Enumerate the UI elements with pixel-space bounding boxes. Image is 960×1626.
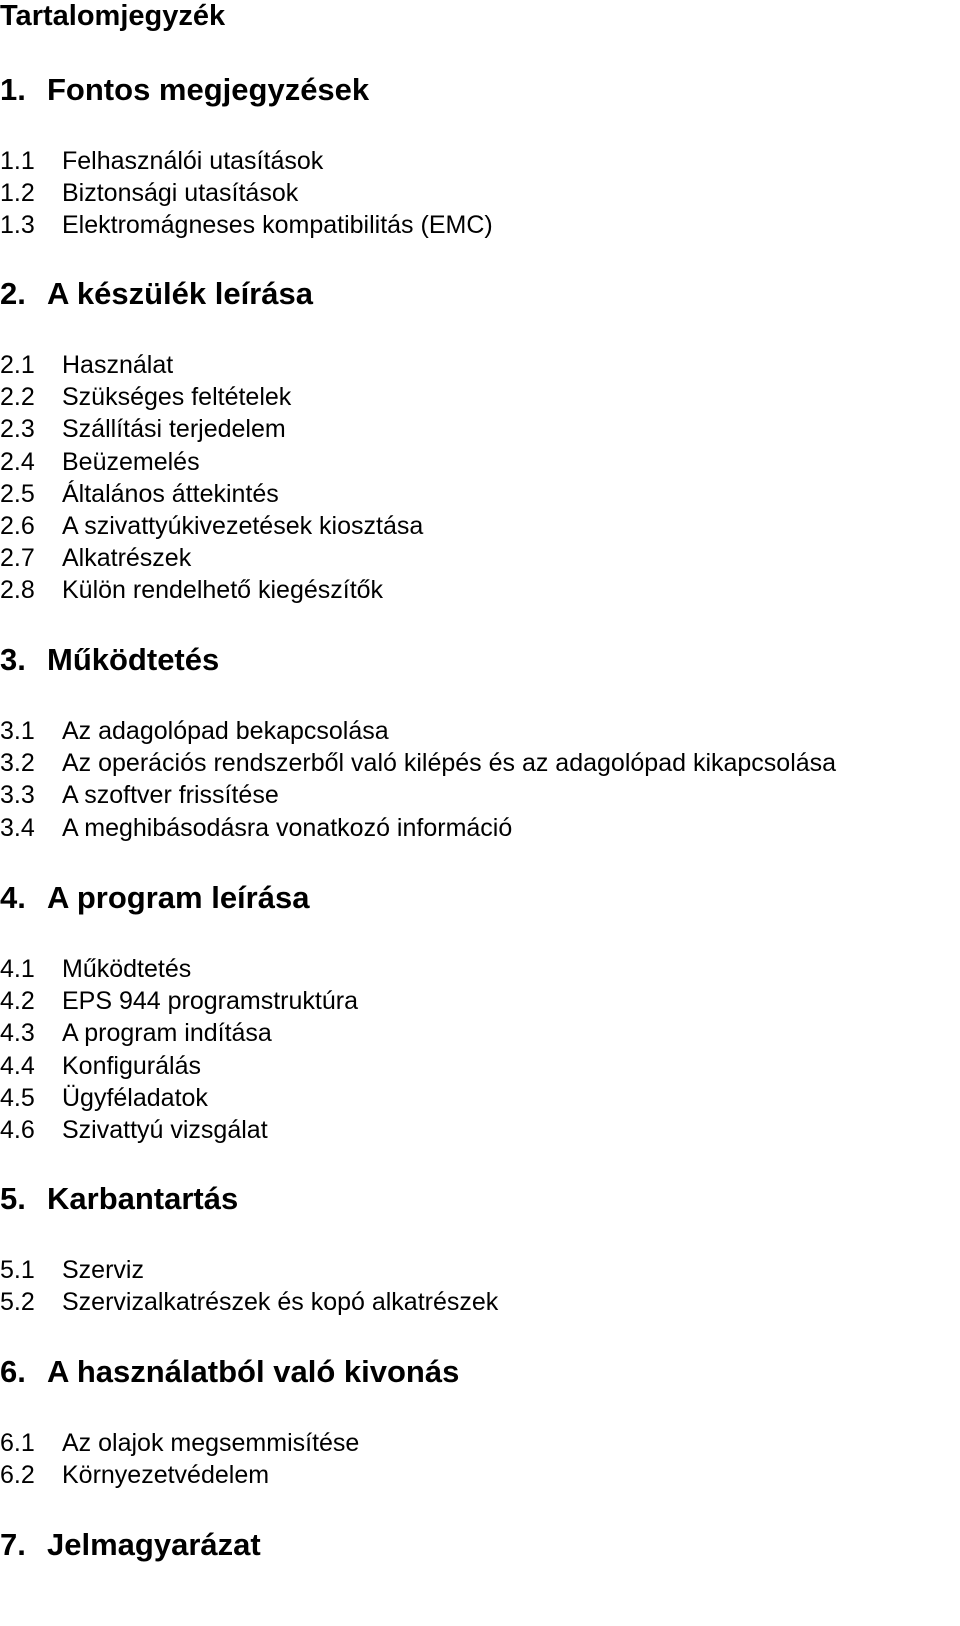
item-number: 4.1 (0, 955, 35, 983)
section-number: 4. (0, 880, 26, 915)
toc-item-6-2[interactable] (0, 1459, 459, 1491)
item-number: 2.5 (0, 479, 35, 508)
toc-item-4-5[interactable] (0, 1082, 358, 1114)
item-title: Szerviz (62, 1256, 144, 1284)
item-number: 5.2 (0, 1288, 35, 1317)
item-title: Az olajok megsemmisítése (62, 1429, 360, 1457)
section-items (0, 1254, 498, 1318)
toc-item-1-2[interactable] (0, 177, 493, 209)
item-title: Biztonsági utasítások (62, 179, 299, 208)
item-number: 3.2 (0, 749, 35, 778)
toc-item-2-8[interactable] (0, 574, 423, 606)
section-title: Fontos megjegyzések (47, 72, 370, 107)
item-title: Ügyféladatok (62, 1083, 208, 1112)
section-heading[interactable] (0, 1354, 459, 1390)
section-number: 1. (0, 72, 26, 107)
toc-section-5 (0, 1181, 498, 1318)
toc-section-4 (0, 880, 358, 1146)
toc-item-4-2[interactable] (0, 985, 358, 1017)
toc-item-4-4[interactable] (0, 1050, 358, 1082)
item-number: 6.2 (0, 1461, 35, 1490)
section-number: 6. (0, 1354, 26, 1389)
section-items (0, 349, 423, 607)
section-title: Működtetés (47, 642, 220, 677)
item-number: 4.4 (0, 1051, 35, 1080)
item-title: A szivattyúkivezetések kiosztása (62, 511, 424, 540)
item-title: Általános áttekintés (62, 479, 279, 508)
section-title: Karbantartás (47, 1181, 239, 1216)
toc-section-2 (0, 276, 423, 607)
item-title: Alkatrészek (62, 544, 192, 573)
toc-item-5-1[interactable] (0, 1254, 498, 1286)
toc-item-4-1[interactable] (0, 953, 358, 985)
section-heading[interactable] (0, 1527, 261, 1563)
item-number: 2.1 (0, 351, 35, 379)
toc-item-2-5[interactable] (0, 478, 423, 510)
section-title: A használatból való kivonás (47, 1354, 460, 1389)
item-number: 4.5 (0, 1083, 35, 1112)
toc-item-2-1[interactable] (0, 349, 423, 381)
item-number: 2.2 (0, 383, 35, 412)
toc-item-1-1[interactable] (0, 145, 493, 177)
section-items (0, 953, 358, 1146)
toc-item-2-2[interactable] (0, 381, 423, 413)
toc-item-2-4[interactable] (0, 446, 423, 478)
toc-item-3-3[interactable] (0, 779, 836, 811)
item-title: Felhasználói utasítások (62, 147, 324, 175)
toc-item-2-6[interactable] (0, 510, 423, 542)
section-number: 5. (0, 1181, 26, 1216)
item-title: Az operációs rendszerből való kilépés és az adagolópad kikapcsolása (62, 749, 837, 778)
item-number: 5.1 (0, 1256, 35, 1284)
toc-item-3-1[interactable] (0, 715, 836, 747)
item-number: 2.4 (0, 447, 35, 476)
toc-item-6-1[interactable] (0, 1427, 459, 1459)
toc-title: Tartalomjegyzék (0, 0, 226, 32)
item-number: 1.2 (0, 179, 35, 208)
toc-section-1 (0, 72, 493, 242)
section-heading[interactable] (0, 72, 493, 108)
item-title: A meghibásodásra vonatkozó információ (62, 813, 513, 842)
toc-item-2-3[interactable] (0, 413, 423, 445)
item-number: 2.8 (0, 576, 35, 605)
section-heading[interactable] (0, 880, 358, 916)
item-title: Szivattyú vizsgálat (62, 1115, 268, 1144)
toc-item-1-3[interactable] (0, 209, 493, 241)
item-title: Szervizalkatrészek és kopó alkatrészek (62, 1288, 499, 1317)
section-title: A készülék leírása (47, 276, 313, 311)
section-title: A program leírása (47, 880, 310, 915)
item-number: 1.1 (0, 147, 35, 175)
item-number: 3.3 (0, 781, 35, 810)
section-heading[interactable] (0, 642, 836, 678)
item-number: 1.3 (0, 211, 35, 240)
toc-section-7 (0, 1527, 261, 1563)
item-title: A program indítása (62, 1019, 272, 1048)
item-number: 4.2 (0, 987, 35, 1016)
item-number: 2.3 (0, 415, 35, 444)
toc-item-4-6[interactable] (0, 1114, 358, 1146)
section-number: 7. (0, 1527, 26, 1562)
section-number: 2. (0, 276, 26, 311)
section-heading[interactable] (0, 276, 423, 312)
toc-item-4-3[interactable] (0, 1017, 358, 1049)
item-number: 2.7 (0, 544, 35, 573)
item-number: 3.4 (0, 813, 35, 842)
item-number: 2.6 (0, 511, 35, 540)
item-title: Külön rendelhető kiegészítők (62, 576, 384, 605)
item-number: 4.6 (0, 1115, 35, 1144)
item-number: 4.3 (0, 1019, 35, 1048)
section-items (0, 1427, 459, 1491)
toc-item-3-2[interactable] (0, 747, 836, 779)
toc-item-3-4[interactable] (0, 812, 836, 844)
section-title: Jelmagyarázat (47, 1527, 261, 1562)
toc-section-6 (0, 1354, 459, 1491)
section-number: 3. (0, 642, 26, 677)
item-title: A szoftver frissítése (62, 781, 279, 810)
item-title: Működtetés (62, 955, 192, 983)
item-title: Az adagolópad bekapcsolása (62, 717, 389, 745)
item-title: Beüzemelés (62, 447, 200, 476)
section-items (0, 715, 836, 844)
toc-item-2-7[interactable] (0, 542, 423, 574)
item-title: Elektromágneses kompatibilitás (EMC) (62, 211, 493, 240)
item-number: 6.1 (0, 1429, 35, 1457)
item-title: EPS 944 programstruktúra (62, 987, 358, 1016)
section-heading[interactable] (0, 1181, 498, 1217)
item-number: 3.1 (0, 717, 35, 745)
toc-section-3 (0, 642, 836, 844)
section-items (0, 145, 493, 242)
item-title: Használat (62, 351, 174, 379)
item-title: Szükséges feltételek (62, 383, 292, 412)
item-title: Szállítási terjedelem (62, 415, 286, 444)
item-title: Környezetvédelem (62, 1461, 270, 1490)
toc-item-5-2[interactable] (0, 1286, 498, 1318)
item-title: Konfigurálás (62, 1051, 201, 1080)
